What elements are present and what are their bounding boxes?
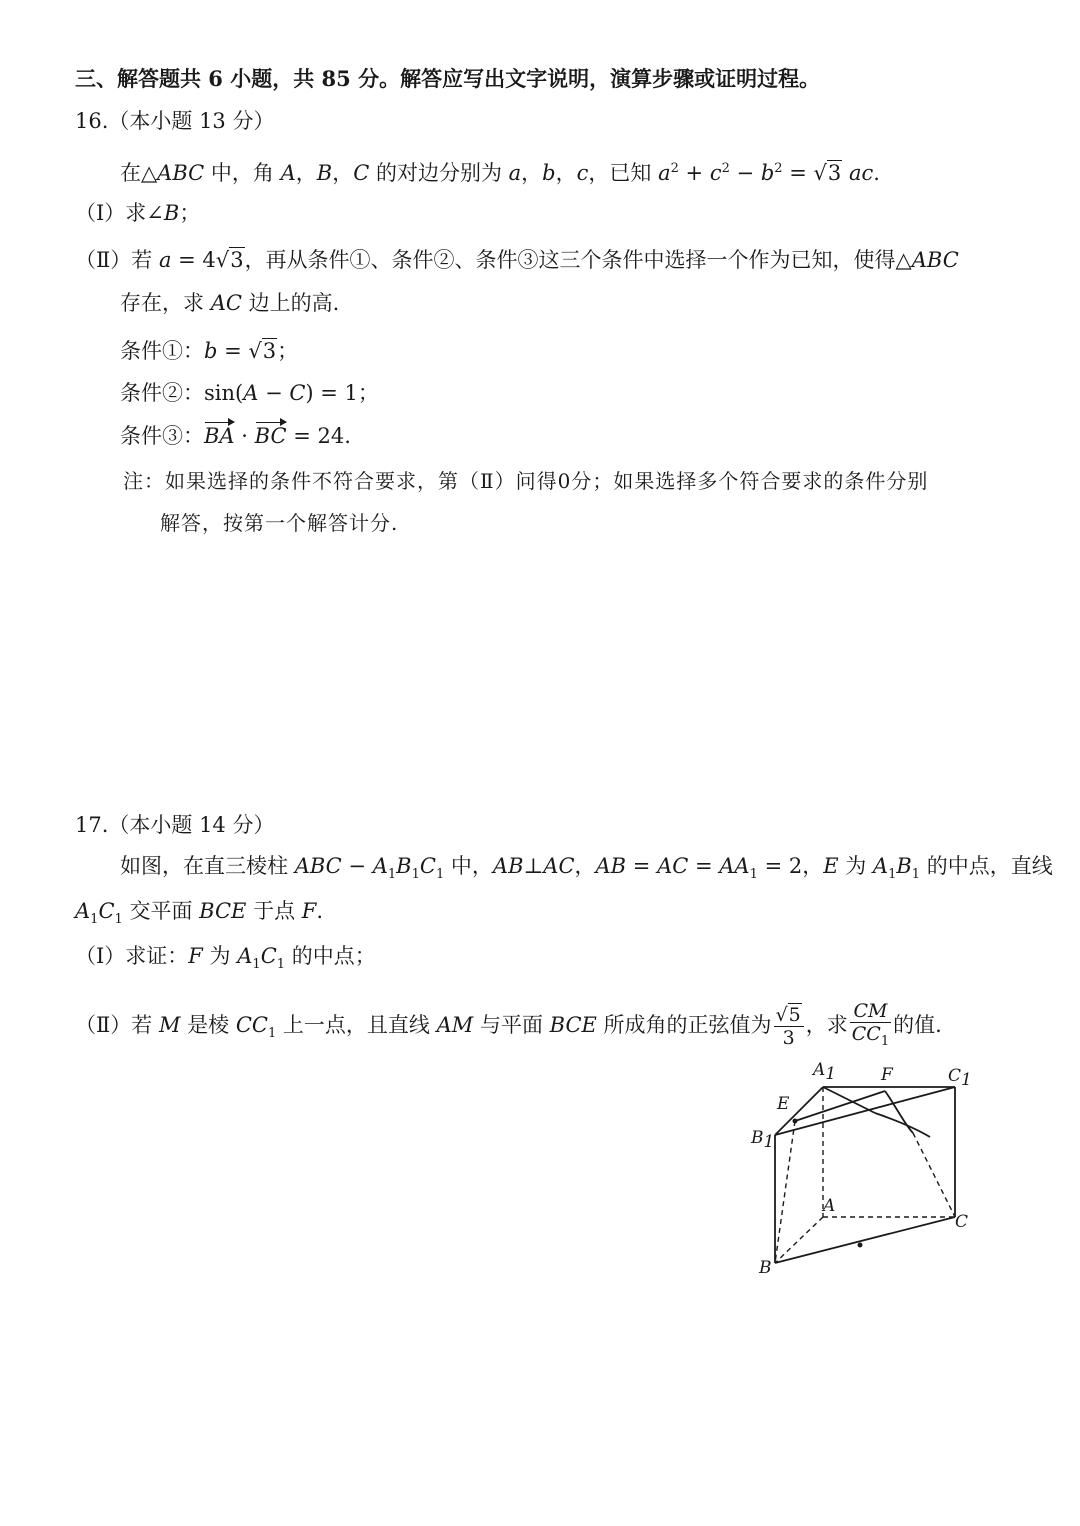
q16-condition-1: 条件①：b = √3；: [120, 339, 299, 363]
q17-part1: （Ⅰ）求证：F 为 $A_1C_1$ 的中点；: [75, 944, 376, 973]
q16-part2-line2: 存在，求 AC 边上的高.: [120, 291, 340, 315]
q16-stem: 在△ABC 中，角 A，B，C 的对边分别为 a，b，c，已知 $a^2 + c^2 - b^2 = √3$ ac.: [120, 161, 880, 185]
q17-stem-line1: 如图，在直三棱柱 ABC − $A_1B_1C_1$ 中，AB⊥AC，AB = AC = $AA_1 = 2$，E 为 $A_1B_1$ 的中点，直线: [120, 854, 1053, 883]
label-c1: C1: [948, 1066, 972, 1090]
label-a1: A1: [813, 1060, 837, 1084]
label-c: C: [955, 1212, 969, 1232]
q16-condition-3: 条件③：BA · BC = 24.: [120, 421, 351, 451]
label-b1: B1: [751, 1128, 775, 1152]
q17-stem-line2: $A_1C_1$ 交平面 BCE 于点 F.: [75, 899, 324, 928]
q16-condition-2: 条件②：sin(A − C) = 1；: [120, 381, 379, 405]
q16-part1: （Ⅰ）求∠B；: [75, 201, 201, 225]
prism-figure: [745, 1055, 990, 1285]
q16-note-line1: 注：如果选择的条件不符合要求，第（Ⅱ）问得0分；如果选择多个符合要求的条件分别: [123, 469, 929, 493]
fraction-sqrt5-over-3: $\frac{√5}{3}$: [774, 1004, 804, 1049]
fraction-cm-over-cc1: $\frac{CM}{CC_1}$: [851, 1000, 890, 1049]
q16-part2-line1: （Ⅱ）若 a = 4√3，再从条件①、条件②、条件③这三个条件中选择一个作为已知，使得△ABC: [75, 248, 959, 272]
label-b: B: [759, 1258, 772, 1278]
section-header: 三、解答题共 6 小题，共 85 分。解答应写出文字说明，演算步骤或证明过程。: [75, 66, 821, 91]
q17-part2: （Ⅱ）若 M 是棱 $CC_1$ 上一点，且直线 AM 与平面 BCE 所成角的正弦值为 $\frac{√5}{3}$ ，求 $\frac{CM}{CC_1}$ 的值.: [75, 1000, 942, 1053]
q16-note-line2: 解答，按第一个解答计分.: [160, 511, 399, 535]
prism-hidden-edges: [775, 1087, 955, 1263]
point-bc-mark: [858, 1243, 863, 1248]
point-e: [793, 1119, 798, 1124]
q17-title: 17.（本小题 14 分）: [75, 813, 275, 837]
label-f: F: [881, 1065, 893, 1085]
label-e: E: [777, 1094, 790, 1114]
label-a: A: [823, 1196, 836, 1216]
q16-title: 16.（本小题 13 分）: [75, 109, 275, 133]
